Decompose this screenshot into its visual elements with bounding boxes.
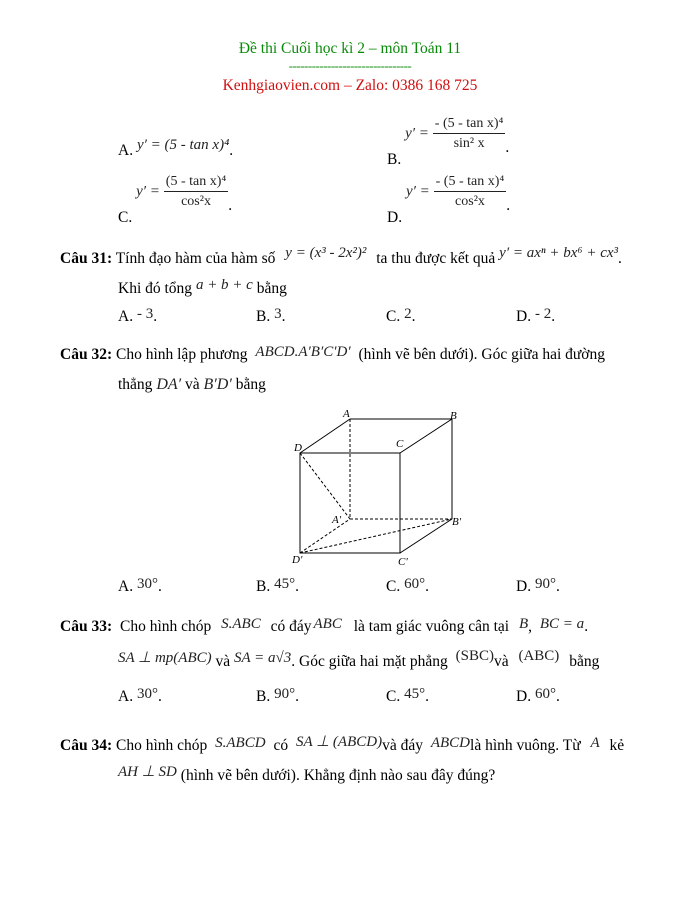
option-value: - 3 xyxy=(136,306,154,322)
option-fraction xyxy=(164,174,228,210)
q32-option-d xyxy=(516,578,560,596)
front-face xyxy=(300,453,400,553)
q34-line2 xyxy=(118,766,495,785)
option-end: . xyxy=(506,196,511,214)
q32-option-a xyxy=(118,578,162,596)
document-header-title: Đề thi Cuối học kì 2 – môn Toán 11 xyxy=(238,40,462,57)
option-value: 3 xyxy=(274,306,282,322)
vertex-a-prime: A′ xyxy=(332,514,342,526)
question-text: là hình vuông. Từ xyxy=(470,737,581,754)
option-end: . xyxy=(505,138,510,156)
perp-formula: SA ⊥ mp(ABC) xyxy=(118,650,212,666)
option-value: 2 xyxy=(404,306,412,322)
option-value: 30° xyxy=(136,576,158,592)
q31-option-d xyxy=(516,308,555,326)
question-text: có đáy xyxy=(270,618,312,635)
q31-option-a xyxy=(118,308,157,326)
vertex-c-prime: C′ xyxy=(398,556,408,568)
question-text: là tam giác vuông cân tại xyxy=(353,618,510,635)
option-label: D. xyxy=(516,688,532,705)
fraction-numerator: - (5 - tan x)⁴ xyxy=(433,116,506,134)
point-name: A xyxy=(590,735,600,751)
bc-formula: BC = a xyxy=(539,616,585,632)
option-end: . xyxy=(295,578,299,595)
option-label: A. xyxy=(118,142,134,159)
option-label: A. xyxy=(118,308,134,325)
sa-formula: SA = a√3 xyxy=(234,650,292,666)
option-value: 45° xyxy=(404,686,426,702)
option-value: 30° xyxy=(136,686,158,702)
q33-option-b xyxy=(256,688,299,706)
q33-line1 xyxy=(60,618,588,636)
pyramid-name: S.ABCD xyxy=(215,735,266,751)
base-name: ABC xyxy=(313,616,342,632)
q31-line1 xyxy=(60,245,622,268)
question-text: Tính đạo hàm của hàm số xyxy=(115,250,276,267)
option-label: D. xyxy=(387,208,403,226)
option-end: . xyxy=(157,578,162,595)
option-formula-lhs: y′ = xyxy=(405,183,430,200)
option-end: . xyxy=(157,688,162,705)
fraction-denominator: sin² x xyxy=(453,136,485,151)
plane-abc: (ABC) xyxy=(518,648,560,664)
option-end: . xyxy=(228,196,233,214)
question-text: Cho hình chóp xyxy=(119,618,212,635)
option-label: C. xyxy=(386,578,401,595)
ah-formula: AH ⊥ SD xyxy=(118,764,177,780)
option-end: . xyxy=(411,308,416,325)
question-text: và xyxy=(215,653,231,670)
question-number: Câu 32: xyxy=(60,346,113,363)
pyramid-name: S.ABC xyxy=(221,616,261,632)
q32-option-c xyxy=(386,578,429,596)
option-fraction xyxy=(433,116,506,152)
cube-figure xyxy=(280,405,480,575)
option-label: B. xyxy=(256,578,271,595)
option-end: . xyxy=(153,308,158,325)
vertex-a: A xyxy=(343,408,350,420)
header-divider: -------------------------------- xyxy=(288,58,412,73)
option-end: . xyxy=(555,578,560,595)
question-text: kẻ xyxy=(609,737,625,754)
q33-line2 xyxy=(118,648,600,671)
q30-option-a xyxy=(118,137,234,160)
option-end: . xyxy=(425,688,429,705)
sum-formula: a + b + c xyxy=(195,277,253,293)
option-end: . xyxy=(295,688,299,705)
fraction-numerator: - (5 - tan x)⁴ xyxy=(434,174,507,192)
fraction-denominator: cos²x xyxy=(181,194,211,209)
option-label: D. xyxy=(516,578,532,595)
cube-name: ABCD.A′B′C′D′ xyxy=(255,344,351,360)
vertex-d-prime: D′ xyxy=(292,554,303,566)
result-formula: y′ = axⁿ + bx⁶ + cx³ xyxy=(499,245,619,261)
q32-line2 xyxy=(118,376,266,394)
edge-c1b1 xyxy=(400,519,452,553)
q31-option-b xyxy=(256,308,285,326)
sentence-end: . xyxy=(584,618,589,635)
vertex-b-prime: B′ xyxy=(452,516,462,528)
q33-option-c xyxy=(386,688,429,706)
option-end: . xyxy=(281,308,286,325)
header-source: Kenhgiaovien.com – Zalo: 0386 168 725 xyxy=(222,77,478,94)
fraction-numerator: (5 - tan x)⁴ xyxy=(164,174,228,192)
option-value: 60° xyxy=(534,686,556,702)
option-label: C. xyxy=(386,688,401,705)
option-formula-lhs: y′ = xyxy=(136,183,160,200)
question-text: thẳng xyxy=(118,376,153,393)
question-text: bằng xyxy=(256,280,287,297)
function-formula: y = (x³ - 2x²)² xyxy=(285,245,367,261)
q33-option-a xyxy=(118,688,162,706)
option-value: - 2 xyxy=(534,306,552,322)
question-text: bằng xyxy=(235,376,266,393)
option-value: 90° xyxy=(534,576,556,592)
question-text: Khi đó tổng xyxy=(118,280,193,297)
option-value: 60° xyxy=(404,576,426,592)
perp-formula: SA ⊥ (ABCD) xyxy=(295,734,383,750)
vertex-b: B xyxy=(450,410,457,422)
option-label: C. xyxy=(386,308,401,325)
option-label: C. xyxy=(118,208,133,226)
question-number: Câu 33: xyxy=(60,618,113,635)
question-text: Cho hình chóp xyxy=(115,737,208,754)
option-end: . xyxy=(551,308,556,325)
option-end: . xyxy=(555,688,560,705)
q30-option-b xyxy=(387,116,510,168)
question-text: và xyxy=(493,653,509,670)
q33-option-d xyxy=(516,688,560,706)
line-da: DA′ xyxy=(156,376,182,393)
diagonal-d1b1 xyxy=(300,519,452,553)
q34-line1 xyxy=(60,736,624,755)
base-name: ABCD xyxy=(430,735,471,751)
question-text: (hình vẽ bên dưới). Góc giữa hai đường xyxy=(358,346,605,363)
diagonal-da1 xyxy=(300,453,350,519)
option-fraction xyxy=(434,174,507,210)
q30-option-d xyxy=(387,174,511,226)
question-text: . Góc giữa hai mặt phẳng xyxy=(291,653,448,670)
option-label: A. xyxy=(118,578,134,595)
question-text: (hình vẽ bên dưới). Khẳng định nào sau đây đúng? xyxy=(180,767,496,784)
question-text: và đáy xyxy=(382,737,423,754)
vertex-d: D xyxy=(294,442,302,454)
question-number: Câu 34: xyxy=(60,737,113,754)
vertex-c: C xyxy=(396,438,404,450)
question-text: Cho hình lập phương xyxy=(115,346,248,363)
question-text: và xyxy=(185,376,200,393)
option-end: . xyxy=(229,142,234,159)
vertex-name: B xyxy=(518,616,529,632)
q31-option-c xyxy=(386,308,415,326)
q31-line2 xyxy=(118,277,287,298)
option-formula-lhs: y′ = xyxy=(405,125,429,142)
sentence-end: . xyxy=(618,250,622,267)
q32-line1 xyxy=(60,346,605,364)
option-label: D. xyxy=(516,308,532,325)
fraction-denominator: cos²x xyxy=(455,194,485,209)
q30-option-c xyxy=(118,174,233,226)
option-label: A. xyxy=(118,688,134,705)
line-bd: B′D′ xyxy=(203,376,232,393)
plane-sbc: (SBC) xyxy=(455,648,494,664)
q32-option-b xyxy=(256,578,299,596)
option-label: B. xyxy=(387,150,402,168)
edge-cb xyxy=(400,419,452,453)
option-label: B. xyxy=(256,688,271,705)
option-value: 90° xyxy=(274,686,296,702)
question-number: Câu 31: xyxy=(60,250,113,267)
option-formula: y′ = (5 - tan x)⁴ xyxy=(136,137,230,153)
question-text: có xyxy=(273,737,289,754)
edge-da xyxy=(300,419,350,453)
question-text: bằng xyxy=(569,653,600,670)
question-text: ta thu được kết quả xyxy=(376,250,496,267)
option-label: B. xyxy=(256,308,271,325)
option-end: . xyxy=(425,578,429,595)
separator: , xyxy=(528,618,533,635)
option-value: 45° xyxy=(274,576,296,592)
